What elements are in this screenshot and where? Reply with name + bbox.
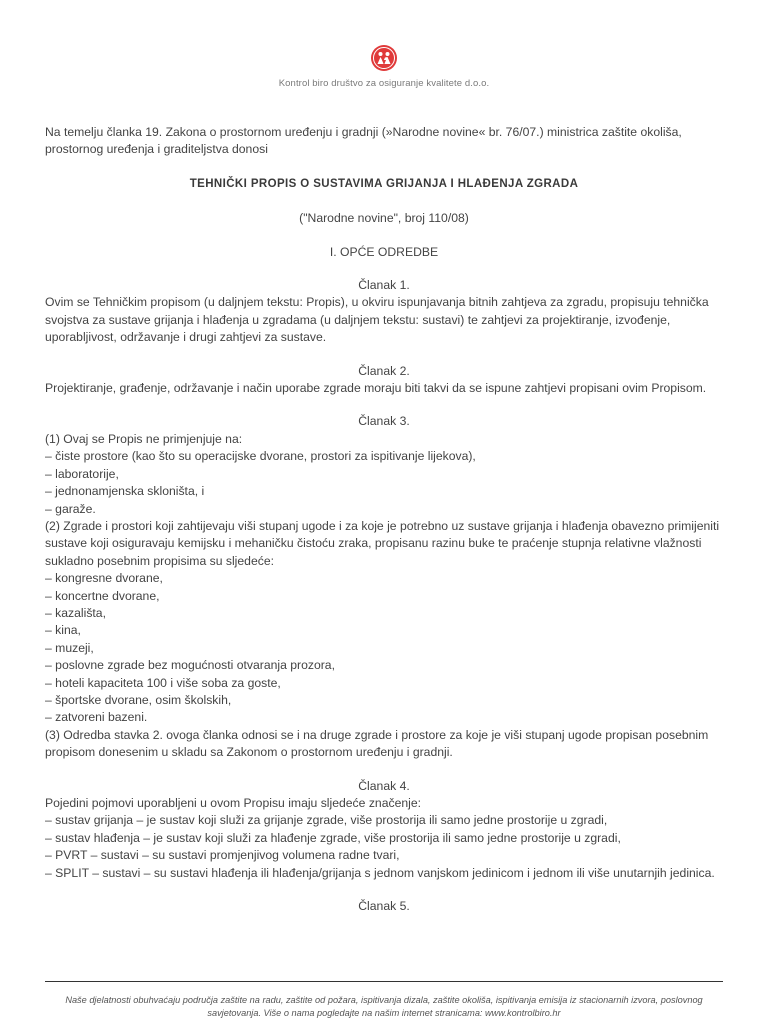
- document-body: [45, 124, 723, 915]
- article-block: [45, 778, 723, 882]
- article-line: – sustav grijanja – je sustav koji služi za grijanje zgrade, više prostorija ili samo jedne prostorije u zgradi,: [45, 813, 608, 828]
- article-line: – koncertne dvorane,: [45, 588, 160, 603]
- article-line: (2) Zgrade i prostori koji zahtijevaju viši stupanj ugode i za koje je potrebno uz sustave grijanja i hlađenja obavezno primijeniti sustave koji osiguravaju kemijsku i mehaničku čistoću zraka, propisanu razinu buke te praćenje stupnja relativne vlažnosti sukladno posebnim propisima su sljedeće:: [45, 518, 720, 568]
- article-heading: Članak 2.: [358, 363, 410, 378]
- article-heading: Članak 5.: [358, 899, 410, 914]
- article-line: – garaže.: [45, 501, 96, 516]
- article-line: Ovim se Tehničkim propisom (u daljnjem tekstu: Propis), u okviru ispunjavanja bitnih zahtjeva za zgradu, propisuju tehnička svojstva za sustave grijanja i hlađenja u zgradama (u daljnjem tekstu: sustavi) te zahtjevi za projektiranje, izvođenje, uporabljivost, održavanje i drugi zahtjevi za sustave.: [45, 295, 709, 345]
- article-block: [45, 363, 723, 398]
- article-block: [45, 898, 723, 915]
- footer-text: Naše djelatnosti obuhvaćaju područja zaštite na radu, zaštite od požara, ispitivanja dizala, zaštite okoliša, ispitivanja emisija iz stacionarnih izvora, poslovnog savjetovanja. Više o nama pogledajte na našim internet stranicama: www.kontrolbiro.hr: [65, 995, 703, 1018]
- article-line: – kazališta,: [45, 605, 106, 620]
- footer-divider: [45, 981, 723, 982]
- article-line: – laboratorije,: [45, 466, 119, 481]
- article-line: – zatvoreni bazeni.: [45, 710, 148, 725]
- article-line: (3) Odredba stavka 2. ovoga članka odnosi se i na druge zgrade i prostore za koje je viši stupanj ugode propisan posebnim propisom donesenim u skladu sa Zakonom o prostornom uređenju i gradnji.: [45, 727, 709, 760]
- article-line: – kongresne dvorane,: [45, 571, 163, 586]
- red-circle-logo-icon: [370, 44, 398, 72]
- document-subtitle: ("Narodne novine", broj 110/08): [299, 211, 469, 226]
- article-heading: Članak 1.: [358, 278, 410, 293]
- article-heading: Članak 4.: [358, 778, 410, 793]
- article-line: – jednonamjenska skloništa, i: [45, 484, 205, 499]
- article-block: [45, 277, 723, 347]
- article-line: – športske dvorane, osim školskih,: [45, 692, 232, 707]
- article-line: – čiste prostore (kao što su operacijske dvorane, prostori za ispitivanje lijekova),: [45, 449, 476, 464]
- intro-paragraph: Na temelju članka 19. Zakona o prostornom uređenju i gradnji (»Narodne novine« br. 76/07.) ministrica zaštite okoliša, prostornog uređenja i graditeljstva donosi: [45, 125, 682, 157]
- article-line: – hoteli kapaciteta 100 i više soba za goste,: [45, 675, 281, 690]
- article-heading: Članak 3.: [358, 414, 410, 429]
- article-line: Projektiranje, građenje, održavanje i način uporabe zgrade moraju biti takvi da se ispune zahtjevi propisani ovim Propisom.: [45, 381, 707, 396]
- article-line: – PVRT – sustavi – su sustavi promjenjivog volumena radne tvari,: [45, 848, 400, 863]
- article-line: (1) Ovaj se Propis ne primjenjuje na:: [45, 431, 243, 446]
- article-line: – kina,: [45, 623, 81, 638]
- document-title: TEHNIČKI PROPIS O SUSTAVIMA GRIJANJA I HLAĐENJA ZGRADA: [189, 177, 579, 190]
- article-line: – poslovne zgrade bez mogućnosti otvaranja prozora,: [45, 658, 335, 673]
- article-line: – SPLIT – sustavi – su sustavi hlađenja ili hlađenja/grijanja s jednom vanjskom jedinicom i jednom ili više unutarnjih jedinica.: [45, 865, 715, 880]
- article-block: [45, 413, 723, 761]
- article-line: Pojedini pojmovi uporabljeni u ovom Propisu imaju sljedeće značenje:: [45, 796, 421, 810]
- section-heading: I. OPĆE ODREDBE: [329, 244, 439, 259]
- articles: [45, 277, 723, 915]
- header-logo: [0, 44, 768, 77]
- company-name: Kontrol biro društvo za osiguranje kvalitete d.o.o.: [278, 78, 490, 89]
- article-line: – sustav hlađenja – je sustav koji služi za hlađenje zgrade, više prostorija ili samo jedne prostorije u zgradi,: [45, 830, 621, 845]
- article-line: – muzeji,: [45, 640, 94, 655]
